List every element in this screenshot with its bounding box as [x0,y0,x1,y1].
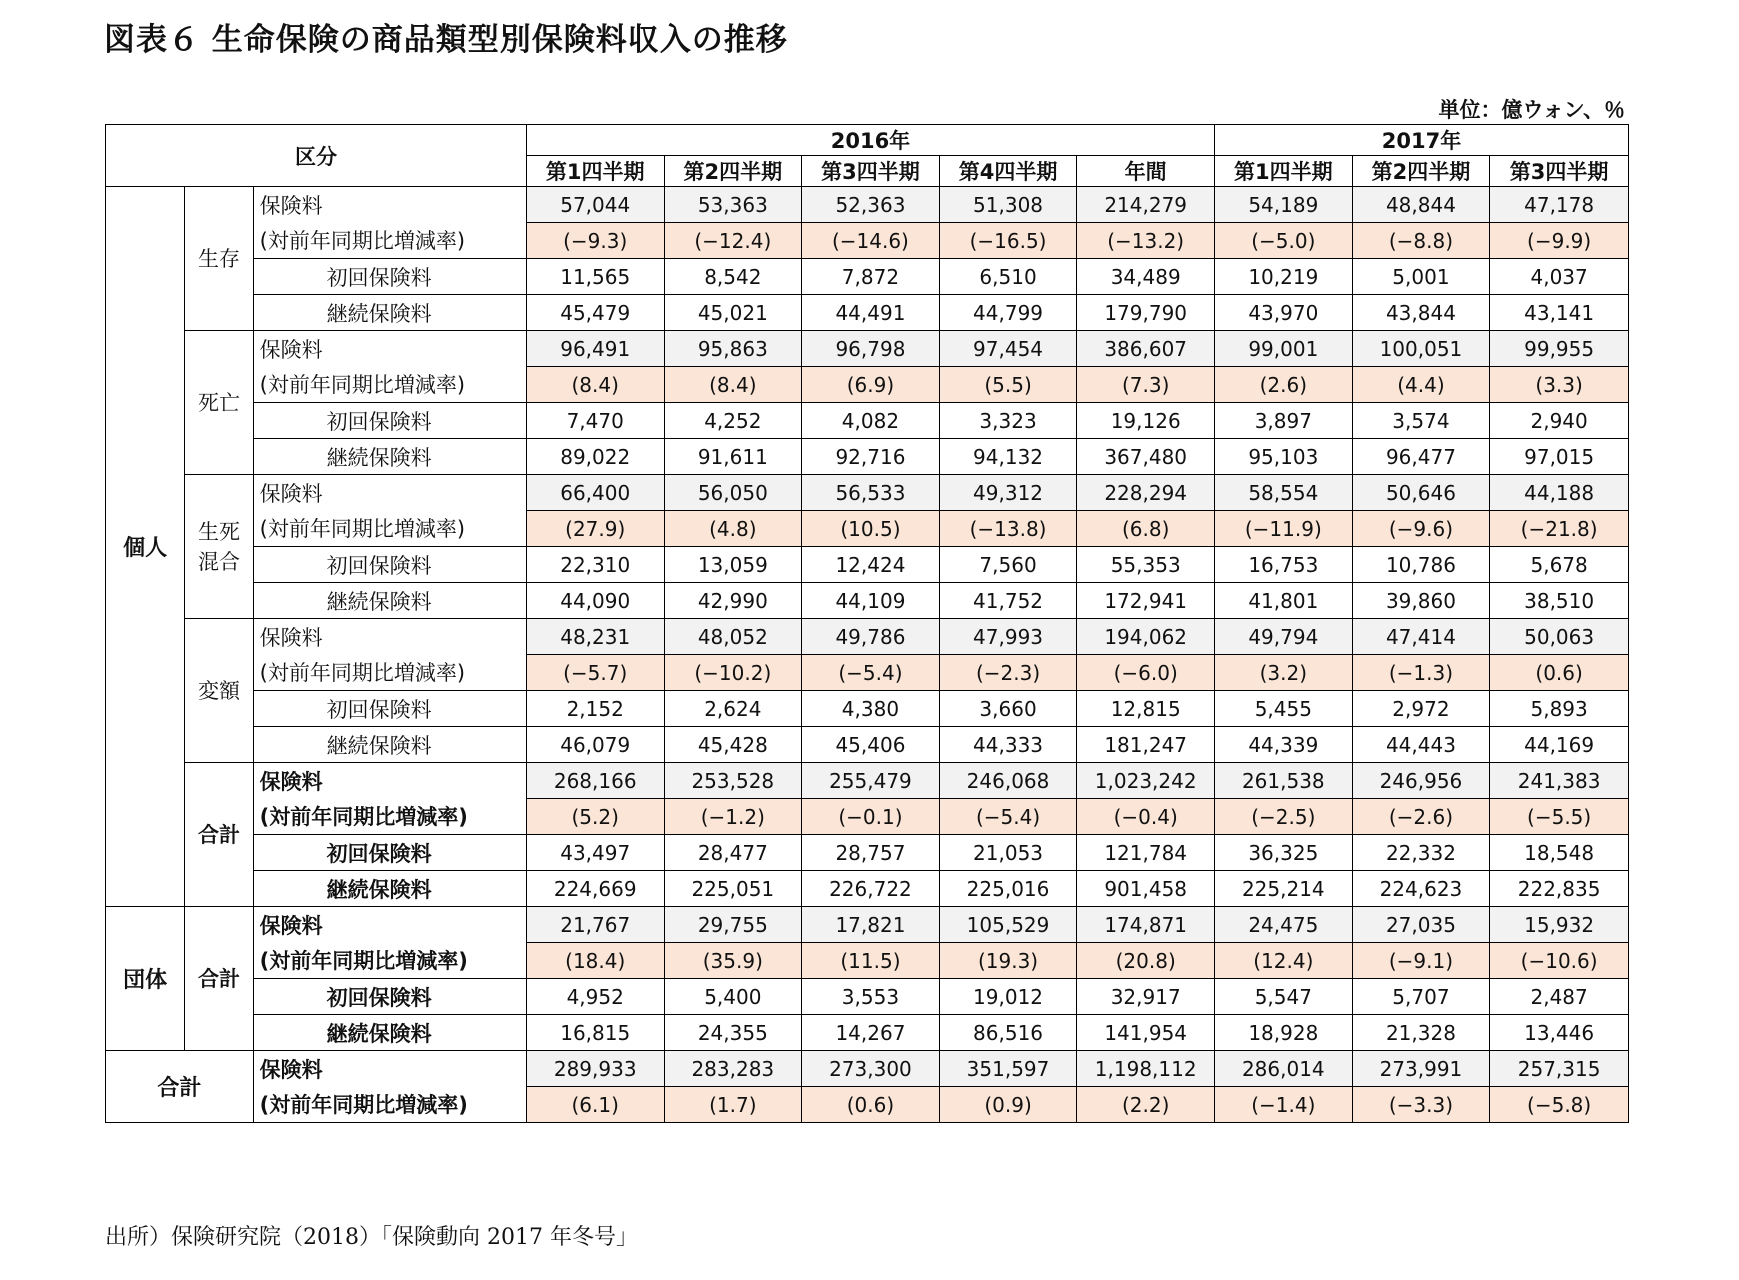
data-cell: 1,198,112 [1077,1051,1215,1087]
data-cell: 44,109 [802,583,940,619]
data-cell: (3.3) [1490,367,1629,403]
data-cell: (4.4) [1352,367,1490,403]
data-cell: 22,332 [1352,835,1490,871]
data-cell: 255,479 [802,763,940,799]
data-cell: 273,300 [802,1051,940,1087]
data-cell: 47,993 [939,619,1077,655]
page-title: 図表６ 生命保険の商品類型別保険料収入の推移 [104,22,788,58]
col-header: 第3四半期 [802,156,940,187]
data-cell: 44,188 [1490,475,1629,511]
table-row [106,1087,1629,1123]
data-cell: 89,022 [526,439,664,475]
data-cell: 34,489 [1077,259,1215,295]
data-cell: (−2.3) [939,655,1077,691]
table-row [106,727,1629,763]
data-cell: (1.7) [664,1087,802,1123]
data-cell: 3,323 [939,403,1077,439]
grand-total-label: 合計 [106,1051,254,1123]
data-cell: 7,872 [802,259,940,295]
table-row [106,583,1629,619]
data-cell: 41,752 [939,583,1077,619]
data-cell: 44,169 [1490,727,1629,763]
data-cell: 5,455 [1215,691,1353,727]
data-cell: 44,491 [802,295,940,331]
data-cell: 172,941 [1077,583,1215,619]
data-cell: 18,928 [1215,1015,1353,1051]
data-cell: 53,363 [664,187,802,223]
category-label-line2: 混合 [198,549,240,574]
data-cell: (−9.9) [1490,223,1629,259]
data-cell: (0.9) [939,1087,1077,1123]
data-cell: 3,660 [939,691,1077,727]
category-label: 合計 [185,907,253,1051]
data-cell: 86,516 [939,1015,1077,1051]
first-premium-label: 初回保険料 [253,979,526,1015]
data-cell: 49,794 [1215,619,1353,655]
data-cell: 194,062 [1077,619,1215,655]
category-label [185,475,253,619]
table-row [106,511,1629,547]
data-cell: (6.9) [802,367,940,403]
group-dantai-label: 団体 [106,907,185,1051]
data-cell: (−8.8) [1352,223,1490,259]
table-row [106,763,1629,799]
data-cell: 5,678 [1490,547,1629,583]
data-cell: 50,646 [1352,475,1490,511]
table-row [106,655,1629,691]
data-cell: (6.1) [526,1087,664,1123]
data-cell: 96,798 [802,331,940,367]
data-cell: 12,815 [1077,691,1215,727]
data-cell: 97,015 [1490,439,1629,475]
data-cell: (2.6) [1215,367,1353,403]
data-cell: 253,528 [664,763,802,799]
table-row [106,295,1629,331]
data-cell: (3.2) [1215,655,1353,691]
data-cell: 3,574 [1352,403,1490,439]
data-cell: (−1.4) [1215,1087,1353,1123]
renewal-premium-label: 継続保険料 [253,583,526,619]
first-premium-label: 初回保険料 [253,835,526,871]
data-cell: 12,424 [802,547,940,583]
data-cell: 7,470 [526,403,664,439]
data-cell: 222,835 [1490,871,1629,907]
data-cell: (−5.7) [526,655,664,691]
data-cell: 43,844 [1352,295,1490,331]
data-cell: 141,954 [1077,1015,1215,1051]
data-cell: 225,016 [939,871,1077,907]
data-cell: 2,972 [1352,691,1490,727]
data-cell: 289,933 [526,1051,664,1087]
data-cell: 66,400 [526,475,664,511]
data-cell: (27.9) [526,511,664,547]
data-cell: 39,860 [1352,583,1490,619]
table-row [106,619,1629,655]
data-cell: 21,328 [1352,1015,1490,1051]
table-row [106,907,1629,943]
premium-label: 保険料 [253,187,526,223]
data-cell: 5,893 [1490,691,1629,727]
premium-label: 保険料 [253,1051,526,1087]
data-cell: (−16.5) [939,223,1077,259]
data-cell: 7,560 [939,547,1077,583]
data-cell: 224,623 [1352,871,1490,907]
renewal-premium-label: 継続保険料 [253,727,526,763]
table-row [106,943,1629,979]
data-cell: 174,871 [1077,907,1215,943]
data-cell: 228,294 [1077,475,1215,511]
data-cell: 99,001 [1215,331,1353,367]
data-cell: 214,279 [1077,187,1215,223]
data-cell: 226,722 [802,871,940,907]
data-cell: (4.8) [664,511,802,547]
data-cell: 27,035 [1352,907,1490,943]
growth-label: (対前年同期比増減率) [253,223,526,259]
data-cell: 44,090 [526,583,664,619]
premium-label: 保険料 [253,763,526,799]
data-cell: (−2.5) [1215,799,1353,835]
data-cell: (−5.5) [1490,799,1629,835]
data-cell: 92,716 [802,439,940,475]
data-cell: 96,477 [1352,439,1490,475]
table-row [106,691,1629,727]
year-2016-header: 2016年 [526,125,1214,156]
data-cell: 21,767 [526,907,664,943]
data-cell: (−6.0) [1077,655,1215,691]
data-cell: 36,325 [1215,835,1353,871]
category-label: 合計 [185,763,253,907]
data-cell: 48,052 [664,619,802,655]
data-cell: 55,353 [1077,547,1215,583]
data-cell: 52,363 [802,187,940,223]
data-cell: 367,480 [1077,439,1215,475]
table-row [106,979,1629,1015]
data-cell: 261,538 [1215,763,1353,799]
data-cell: (−1.2) [664,799,802,835]
renewal-premium-label: 継続保険料 [253,439,526,475]
data-cell: (7.3) [1077,367,1215,403]
growth-label: (対前年同期比増減率) [253,943,526,979]
category-label-line1: 生死 [198,519,240,544]
col-header: 年間 [1077,156,1215,187]
table-row [106,331,1629,367]
data-cell: (5.5) [939,367,1077,403]
premium-label: 保険料 [253,907,526,943]
table-row [106,475,1629,511]
col-header: 第4四半期 [939,156,1077,187]
data-cell: (20.8) [1077,943,1215,979]
data-cell: (−13.8) [939,511,1077,547]
data-cell: 47,414 [1352,619,1490,655]
data-cell: 22,310 [526,547,664,583]
data-cell: (−14.6) [802,223,940,259]
premium-label: 保険料 [253,619,526,655]
data-cell: 42,990 [664,583,802,619]
data-cell: 45,479 [526,295,664,331]
growth-label: (対前年同期比増減率) [253,511,526,547]
data-cell: 351,597 [939,1051,1077,1087]
data-cell: 44,333 [939,727,1077,763]
data-cell: (−5.8) [1490,1087,1629,1123]
data-cell: (18.4) [526,943,664,979]
table-row [106,367,1629,403]
data-cell: 44,443 [1352,727,1490,763]
category-label: 変額 [185,619,253,763]
data-cell: 4,952 [526,979,664,1015]
renewal-premium-label: 継続保険料 [253,1015,526,1051]
growth-label: (対前年同期比増減率) [253,367,526,403]
data-cell: 28,477 [664,835,802,871]
data-cell: (−2.6) [1352,799,1490,835]
data-cell: 49,786 [802,619,940,655]
data-cell: 56,533 [802,475,940,511]
data-cell: 48,844 [1352,187,1490,223]
data-cell: (−12.4) [664,223,802,259]
unit-note: 単位：億ウォン、％ [1438,98,1625,122]
table-row [106,187,1629,223]
first-premium-label: 初回保険料 [253,403,526,439]
data-cell: 2,152 [526,691,664,727]
data-cell: 5,400 [664,979,802,1015]
data-cell: 3,553 [802,979,940,1015]
data-cell: 13,059 [664,547,802,583]
year-2017-header: 2017年 [1215,125,1629,156]
data-cell: 96,491 [526,331,664,367]
table-row [106,439,1629,475]
data-cell: 95,863 [664,331,802,367]
col-header: 第1四半期 [1215,156,1353,187]
data-cell: 246,068 [939,763,1077,799]
data-cell: 48,231 [526,619,664,655]
data-cell: (0.6) [1490,655,1629,691]
data-cell: 5,001 [1352,259,1490,295]
table-row [106,835,1629,871]
data-cell: 5,547 [1215,979,1353,1015]
data-cell: 44,799 [939,295,1077,331]
category-label: 死亡 [185,331,253,475]
data-cell: 18,548 [1490,835,1629,871]
premium-label: 保険料 [253,475,526,511]
data-cell: 257,315 [1490,1051,1629,1087]
data-cell: 246,956 [1352,763,1490,799]
data-cell: (6.8) [1077,511,1215,547]
data-cell: 56,050 [664,475,802,511]
data-cell: 13,446 [1490,1015,1629,1051]
table-row [106,799,1629,835]
data-cell: (35.9) [664,943,802,979]
data-cell: 95,103 [1215,439,1353,475]
data-cell: (0.6) [802,1087,940,1123]
data-cell: 16,815 [526,1015,664,1051]
data-cell: 57,044 [526,187,664,223]
col-header: 第1四半期 [526,156,664,187]
data-cell: 45,406 [802,727,940,763]
data-cell: 99,955 [1490,331,1629,367]
group-kojin-label: 個人 [106,187,185,907]
data-cell: 4,082 [802,403,940,439]
data-cell: (−21.8) [1490,511,1629,547]
data-cell: 224,669 [526,871,664,907]
table-row [106,403,1629,439]
data-cell: 8,542 [664,259,802,295]
data-cell: 181,247 [1077,727,1215,763]
data-cell: 386,607 [1077,331,1215,367]
data-cell: 29,755 [664,907,802,943]
data-cell: 6,510 [939,259,1077,295]
table-row [106,223,1629,259]
header-row-years [106,125,1629,156]
data-cell: 179,790 [1077,295,1215,331]
data-cell: (11.5) [802,943,940,979]
data-cell: 45,021 [664,295,802,331]
data-cell: 94,132 [939,439,1077,475]
data-cell: 32,917 [1077,979,1215,1015]
data-cell: 105,529 [939,907,1077,943]
data-cell: 225,214 [1215,871,1353,907]
growth-label: (対前年同期比増減率) [253,799,526,835]
first-premium-label: 初回保険料 [253,547,526,583]
data-cell: 19,126 [1077,403,1215,439]
data-cell: 54,189 [1215,187,1353,223]
data-cell: (−11.9) [1215,511,1353,547]
data-cell: 17,821 [802,907,940,943]
data-cell: (−9.6) [1352,511,1490,547]
table-row [106,1051,1629,1087]
data-cell: (10.5) [802,511,940,547]
renewal-premium-label: 継続保険料 [253,295,526,331]
first-premium-label: 初回保険料 [253,259,526,295]
growth-label: (対前年同期比増減率) [253,655,526,691]
data-cell: 46,079 [526,727,664,763]
data-cell: (−10.6) [1490,943,1629,979]
data-cell: 14,267 [802,1015,940,1051]
data-cell: 286,014 [1215,1051,1353,1087]
renewal-premium-label: 継続保険料 [253,871,526,907]
source-note: 出所）保険研究院（2018）「保険動向 2017 年冬号」 [105,1225,638,1250]
data-cell: 2,487 [1490,979,1629,1015]
data-cell: (−3.3) [1352,1087,1490,1123]
data-cell: (8.4) [526,367,664,403]
data-cell: 16,753 [1215,547,1353,583]
data-cell: 2,624 [664,691,802,727]
col-header: 第3四半期 [1490,156,1629,187]
table-row [106,1015,1629,1051]
data-cell: 15,932 [1490,907,1629,943]
data-cell: 241,383 [1490,763,1629,799]
data-cell: 43,497 [526,835,664,871]
col-header: 第2四半期 [664,156,802,187]
data-cell: 4,037 [1490,259,1629,295]
data-cell: 44,339 [1215,727,1353,763]
data-cell: 51,308 [939,187,1077,223]
data-cell: 38,510 [1490,583,1629,619]
data-cell: (−1.3) [1352,655,1490,691]
data-cell: 3,897 [1215,403,1353,439]
data-cell: (8.4) [664,367,802,403]
data-cell: 4,380 [802,691,940,727]
data-cell: 1,023,242 [1077,763,1215,799]
data-cell: 43,141 [1490,295,1629,331]
table-row [106,871,1629,907]
data-cell: 273,991 [1352,1051,1490,1087]
data-cell: 58,554 [1215,475,1353,511]
data-cell: 97,454 [939,331,1077,367]
data-cell: 121,784 [1077,835,1215,871]
data-cell: (19.3) [939,943,1077,979]
data-cell: 91,611 [664,439,802,475]
data-cell: (−0.1) [802,799,940,835]
data-cell: 45,428 [664,727,802,763]
table-row [106,259,1629,295]
data-cell: (−5.4) [802,655,940,691]
category-label: 生存 [185,187,253,331]
data-cell: (−10.2) [664,655,802,691]
data-cell: 43,970 [1215,295,1353,331]
data-cell: (−9.3) [526,223,664,259]
first-premium-label: 初回保険料 [253,691,526,727]
data-cell: (2.2) [1077,1087,1215,1123]
data-cell: 225,051 [664,871,802,907]
col-header: 第2四半期 [1352,156,1490,187]
data-cell: (−9.1) [1352,943,1490,979]
data-cell: 21,053 [939,835,1077,871]
data-cell: (−0.4) [1077,799,1215,835]
data-cell: 268,166 [526,763,664,799]
data-cell: 50,063 [1490,619,1629,655]
data-cell: 901,458 [1077,871,1215,907]
data-cell: 100,051 [1352,331,1490,367]
data-cell: 4,252 [664,403,802,439]
data-cell: 49,312 [939,475,1077,511]
data-cell: (5.2) [526,799,664,835]
data-cell: 19,012 [939,979,1077,1015]
premium-table [105,124,1629,1123]
data-cell: 10,219 [1215,259,1353,295]
data-cell: (12.4) [1215,943,1353,979]
data-cell: (−5.0) [1215,223,1353,259]
premium-label: 保険料 [253,331,526,367]
data-cell: 24,355 [664,1015,802,1051]
data-cell: 10,786 [1352,547,1490,583]
data-cell: 24,475 [1215,907,1353,943]
data-cell: 28,757 [802,835,940,871]
data-cell: 283,283 [664,1051,802,1087]
category-header: 区分 [106,125,527,187]
data-cell: 2,940 [1490,403,1629,439]
table-row [106,547,1629,583]
growth-label: (対前年同期比増減率) [253,1087,526,1123]
data-cell: 47,178 [1490,187,1629,223]
data-cell: 5,707 [1352,979,1490,1015]
data-cell: (−5.4) [939,799,1077,835]
data-cell: (−13.2) [1077,223,1215,259]
data-cell: 41,801 [1215,583,1353,619]
data-cell: 11,565 [526,259,664,295]
